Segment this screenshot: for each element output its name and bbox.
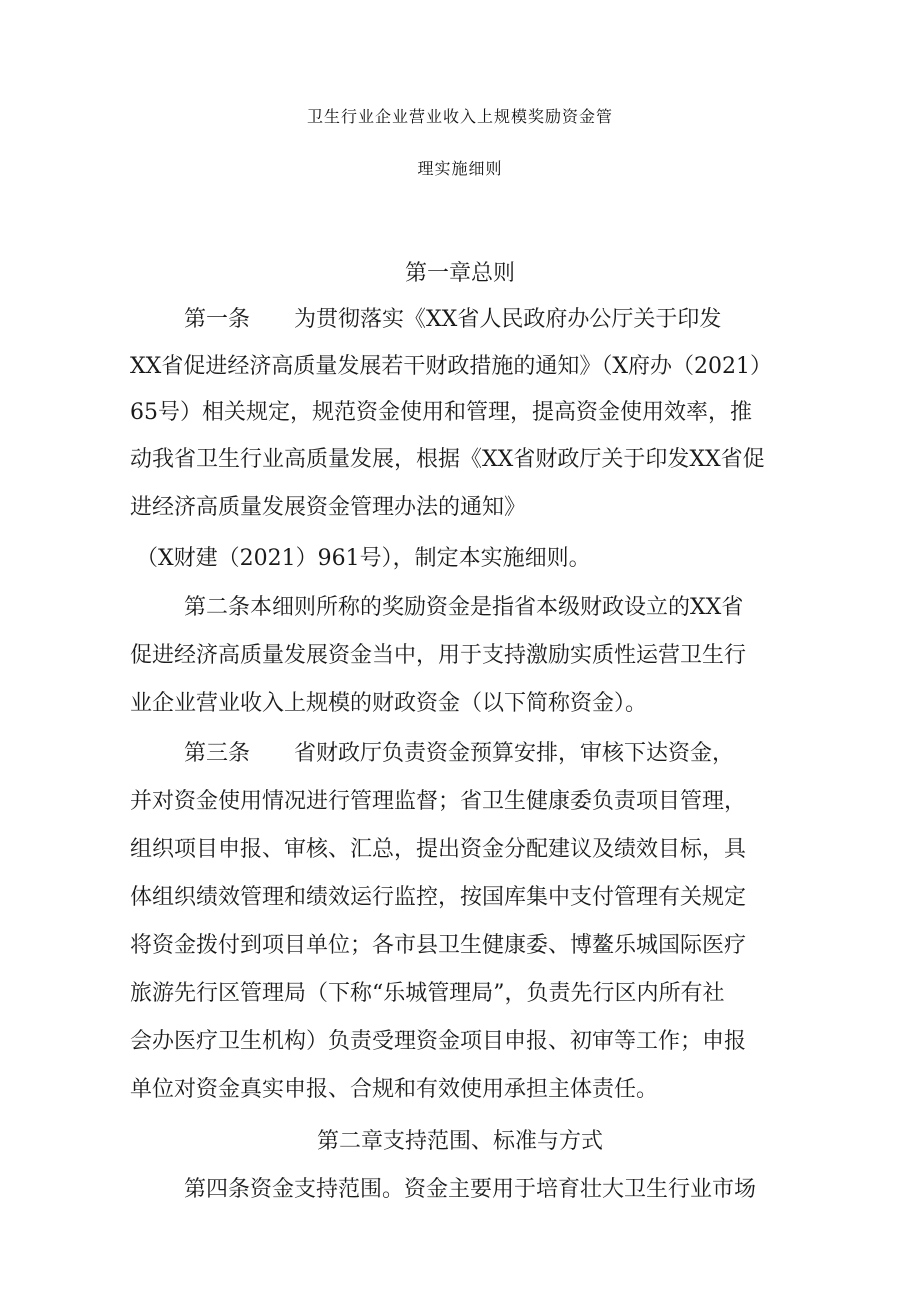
document-title-line-1: 卫生行业企业营业收入上规模奖励资金管 <box>306 107 613 126</box>
chapter-2-heading: 第二章支持范围、标准与方式 <box>316 1129 603 1154</box>
paragraph-line: 将资金拨付到项目单位；各市县卫生健康委、博鳌乐城国际医疗 <box>130 933 747 958</box>
paragraph-line: 65号）相关规定，规范资金使用和管理，提高资金使用效率，推 <box>130 400 752 425</box>
paragraph-line: 业企业营业收入上规模的财政资金（以下简称资金）。 <box>130 691 648 716</box>
paragraph-line: 第二条本细则所称的奖励资金是指省本级财政设立的XX省 <box>184 595 744 620</box>
paragraph-line: XX省促进经济高质量发展若干财政措施的通知》（X府办（2021） <box>130 354 772 379</box>
paragraph-line: 第三条 省财政厅负责资金预算安排，审核下达资金， <box>184 741 735 766</box>
paragraph-line: 动我省卫生行业高质量发展，根据《XX省财政厅关于印发XX省促 <box>130 447 765 472</box>
paragraph-line: 旅游先行区管理局（下称“乐城管理局”，负责先行区内所有社 <box>130 981 725 1006</box>
paragraph-line: 第四条资金支持范围。资金主要用于培育壮大卫生行业市场 <box>184 1177 757 1202</box>
paragraph-line: 单位对资金真实申报、合规和有效使用承担主体责任。 <box>130 1077 659 1102</box>
paragraph-line: 第一条 为贯彻落实《XX省人民政府办公厅关于印发 <box>184 307 722 332</box>
paragraph-line: 体组织绩效管理和绩效运行监控，按国库集中支付管理有关规定 <box>130 885 747 910</box>
paragraph-line: 进经济高质量发展资金管理办法的通知》 <box>130 495 527 520</box>
paragraph-line: 会办医疗卫生机构）负责受理资金项目申报、初审等工作；申报 <box>130 1029 747 1054</box>
paragraph-line: （X财建（2021）961号），制定本实施细则。 <box>136 546 591 571</box>
document-title-line-2: 理实施细则 <box>417 159 503 178</box>
paragraph-line: 并对资金使用情况进行管理监督；省卫生健康委负责项目管理， <box>130 789 747 814</box>
chapter-1-heading: 第一章总则 <box>404 261 515 286</box>
paragraph-line: 促进经济高质量发展资金当中，用于支持激励实质性运营卫生行 <box>130 643 747 668</box>
paragraph-line: 组织项目申报、审核、汇总，提出资金分配建议及绩效目标，具 <box>130 837 747 862</box>
